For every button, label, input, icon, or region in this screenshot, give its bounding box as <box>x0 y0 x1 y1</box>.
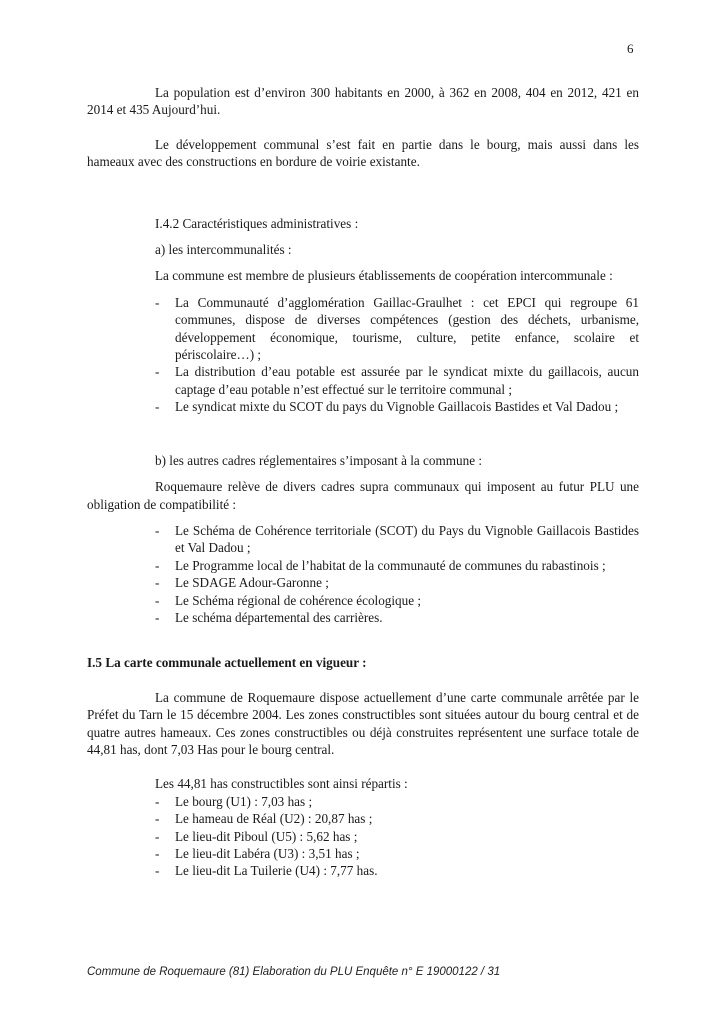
cadres-list <box>87 522 639 626</box>
list-item: - Le lieu-dit La Tuilerie (U4) : 7,77 has. <box>155 862 639 879</box>
subheading-intercommunalites: a) les intercommunalités : <box>155 242 292 258</box>
list-item: - La Communauté d’agglomération Gaillac-Graulhet : cet EPCI qui regroupe 61 communes, dispose de diverses compétences (gestion des déchets, urbanisme, développement économique, tourisme, culture, petite enfance, scolaire et périscolaire…) ; <box>155 294 639 364</box>
list-item: - Le Schéma de Cohérence territoriale (SCOT) du Pays du Vignoble Gaillacois Bastides et Val Dadou ; <box>155 522 639 557</box>
list-item: - Le Schéma régional de cohérence écologique ; <box>155 592 639 609</box>
cadres-paragraph: Roquemaure relève de divers cadres supra communaux qui imposent au futur PLU une obligation de compatibilité : <box>87 479 639 512</box>
page-number: 6 <box>627 41 634 56</box>
population-paragraph: La population est d’environ 300 habitants en 2000, à 362 en 2008, 404 en 2012, 421 en 2014 et 435 Aujourd’hui. <box>87 85 639 118</box>
repartition-list <box>155 793 639 880</box>
list-item: - Le SDAGE Adour-Garonne ; <box>155 574 639 591</box>
subheading-cadres-reglementaires: b) les autres cadres réglementaires s’imposant à la commune : <box>155 452 483 468</box>
page-content <box>87 84 639 880</box>
intercommunalites-list <box>87 294 639 416</box>
intercommunalites-paragraph: La commune est membre de plusieurs établissements de coopération intercommunale : <box>155 268 613 284</box>
carte-communale-paragraph: La commune de Roquemaure dispose actuellement d’une carte communale arrêtée par le Préfet du Tarn le 15 décembre 2004. Les zones constructibles sont situées autour du bourg central et de quatre autres hameaux. Ces zones constructibles ou déjà construites représentent une surface totale de 44,81 has, dont 7,03 Has pour le bourg central. <box>87 689 639 757</box>
list-item: - Le hameau de Réal (U2) : 20,87 has ; <box>155 810 639 827</box>
development-paragraph: Le développement communal s’est fait en partie dans le bourg, mais aussi dans les hameaux avec des constructions en bordure de voirie existante. <box>87 136 639 170</box>
section-heading-1-5: I.5 La carte communale actuellement en vigueur : <box>87 655 367 671</box>
list-item: - Le lieu-dit Labéra (U3) : 3,51 has ; <box>155 845 639 862</box>
list-item: - Le syndicat mixte du SCOT du pays du Vignoble Gaillacois Bastides et Val Dadou ; <box>155 398 639 415</box>
list-item: - Le schéma départemental des carrières. <box>155 609 639 626</box>
section-heading-4-2: I.4.2 Caractéristiques administratives : <box>155 215 359 231</box>
repartition-intro: Les 44,81 has constructibles sont ainsi répartis : <box>155 776 408 792</box>
list-item: - La distribution d’eau potable est assurée par le syndicat mixte du gaillacois, aucun captage d’eau potable n’est effectué sur le territoire communal ; <box>155 363 639 398</box>
repartition-list-wrap <box>87 793 639 880</box>
list-item: - Le lieu-dit Piboul (U5) : 5,62 has ; <box>155 828 639 845</box>
list-item: - Le bourg (U1) : 7,03 has ; <box>155 793 639 810</box>
list-item: - Le Programme local de l’habitat de la communauté de communes du rabastinois ; <box>155 557 639 574</box>
page-footer: Commune de Roquemaure (81) Elaboration du PLU Enquête n° E 19000122 / 31 <box>87 966 501 978</box>
